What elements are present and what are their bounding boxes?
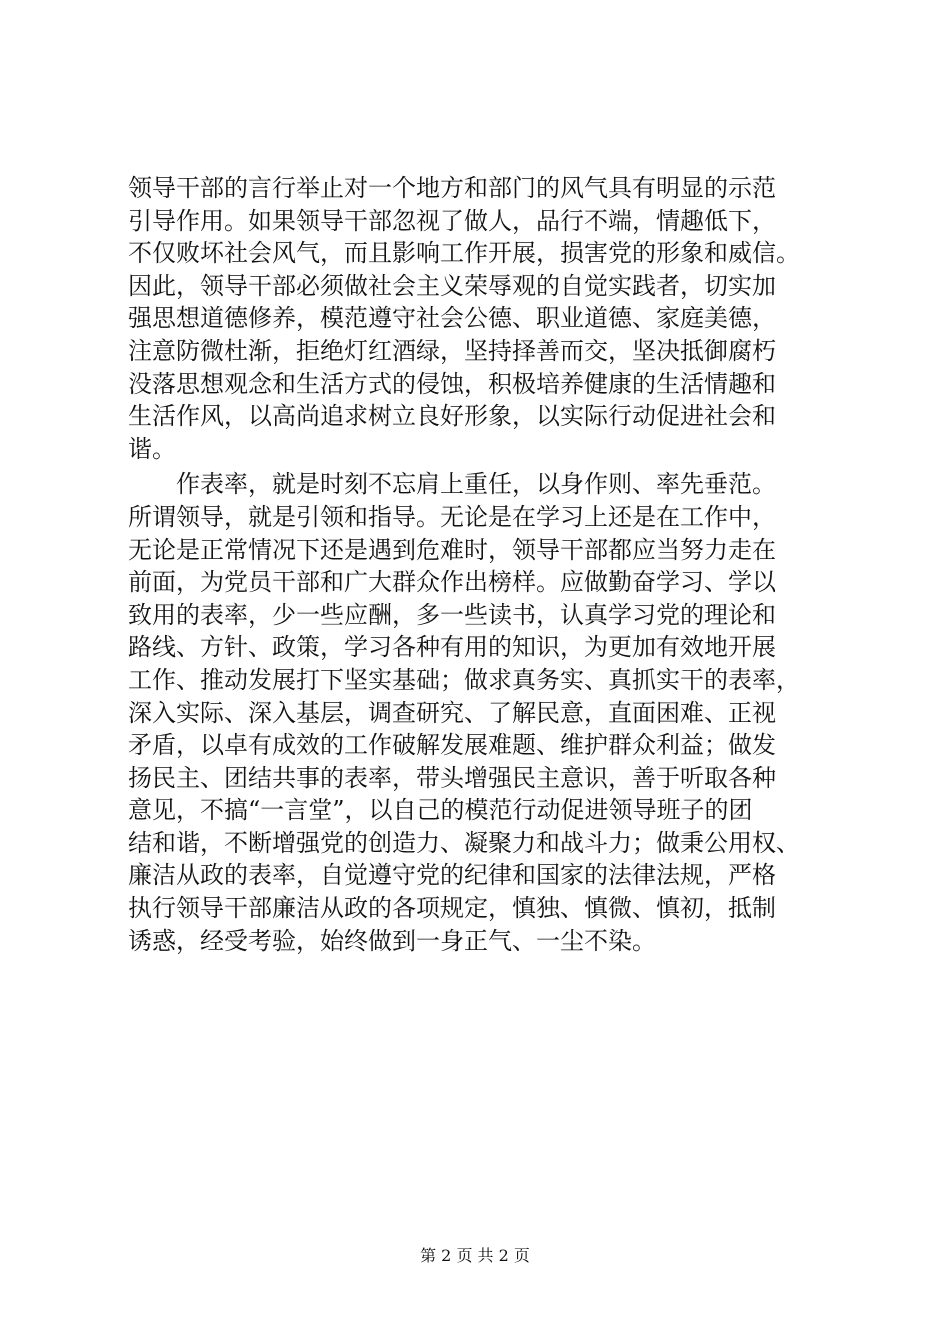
paragraph-2: [128, 468, 828, 957]
text-line: 没落思想观念和生活方式的侵蚀，积极培养健康的生活情趣和: [128, 369, 776, 398]
text-line: 廉洁从政的表率，自觉遵守党的纪律和国家的法律法规，严格: [128, 861, 776, 890]
text-line: 无论是正常情况下还是遇到危难时，领导干部都应当努力走在: [128, 535, 776, 564]
text-line: 注意防微杜渐，拒绝灯红酒绿，坚持择善而交，坚决抵御腐朽: [128, 336, 776, 365]
text-line: 路线、方针、政策，学习各种有用的知识，为更加有效地开展: [128, 633, 776, 662]
text-line: 结和谐，不断增强党的创造力、凝聚力和战斗力；做秉公用权、: [128, 828, 800, 857]
text-line: 前面，为党员干部和广大群众作出榜样。应做勤奋学习、学以: [128, 568, 776, 597]
paragraph-1: [128, 172, 828, 465]
text-line: 作表率，就是时刻不忘肩上重任，以身作则、率先垂范。: [128, 470, 776, 499]
document-body: [128, 172, 828, 957]
text-line: 矛盾，以卓有成效的工作破解发展难题、维护群众利益；做发: [128, 731, 776, 760]
text-line: 所谓领导，就是引领和指导。无论是在学习上还是在工作中，: [128, 502, 776, 531]
text-line: 强思想道德修养，模范遵守社会公德、职业道德、家庭美德，: [128, 304, 776, 333]
text-line: 引导作用。如果领导干部忽视了做人，品行不端，情趣低下，: [128, 206, 776, 235]
text-line: 诱惑，经受考验，始终做到一身正气、一尘不染。: [128, 926, 656, 955]
text-line: 谐。: [128, 434, 176, 463]
text-line: 致用的表率，少一些应酬，多一些读书，认真学习党的理论和: [128, 600, 776, 629]
text-line: 意见，不搞“一言堂”，以自己的模范行动促进领导班子的团: [128, 796, 753, 825]
text-line: 扬民主、团结共事的表率，带头增强民主意识，善于听取各种: [128, 763, 776, 792]
text-line: 深入实际、深入基层，调查研究、了解民意，直面困难、正视: [128, 698, 776, 727]
text-line: 工作、推动发展打下坚实基础；做求真务实、真抓实干的表率，: [128, 665, 800, 694]
text-line: 因此，领导干部必须做社会主义荣辱观的自觉实践者，切实加: [128, 271, 776, 300]
page-number-footer: 第 2 页 共 2 页: [420, 1246, 530, 1265]
text-line: 不仅败坏社会风气，而且影响工作开展，损害党的形象和威信。: [128, 239, 800, 268]
text-line: 执行领导干部廉洁从政的各项规定，慎独、慎微、慎初，抵制: [128, 894, 776, 923]
text-line: 生活作风，以高尚追求树立良好形象，以实际行动促进社会和: [128, 402, 776, 431]
text-line: 领导干部的言行举止对一个地方和部门的风气具有明显的示范: [128, 174, 776, 202]
